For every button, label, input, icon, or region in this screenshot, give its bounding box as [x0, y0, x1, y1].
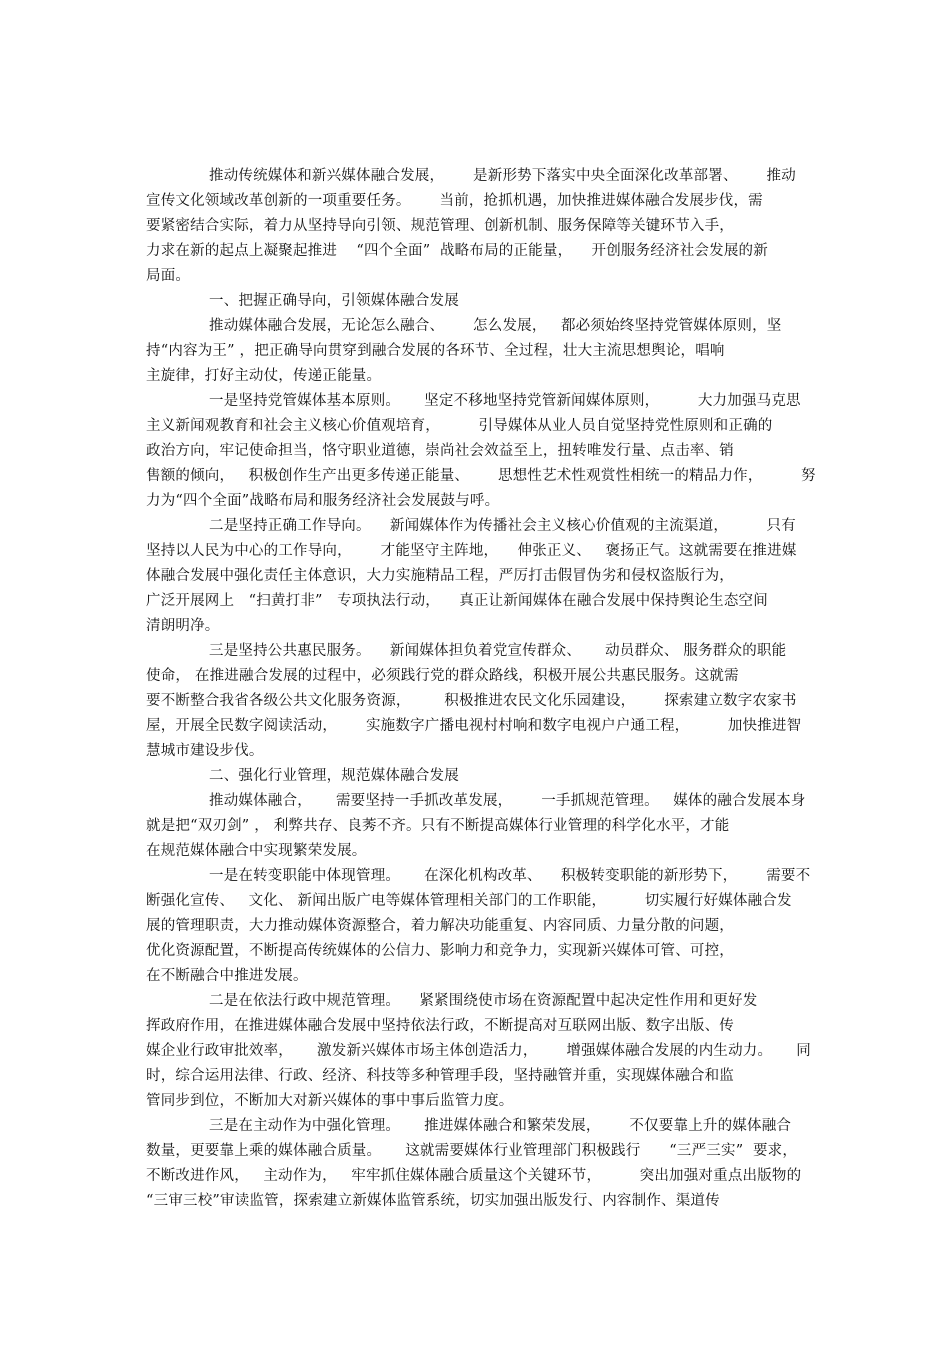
- paragraph-line: 慧城市建设步伐。: [146, 743, 264, 759]
- paragraph-line: 挥政府作用，在推进媒体融合发展中坚持依法行政，不断提高对互联网出版、数字出版、传: [146, 1018, 734, 1034]
- paragraph-line: 三是在主动作为中强化管理。 推进媒体融合和繁荣发展， 不仅要靠上升的媒体融合: [209, 1118, 792, 1134]
- paragraph-line: 数量，更要靠上乘的媒体融合质量。 这就需要媒体行业管理部门积极践行 “三严三实” 要求，: [146, 1143, 798, 1159]
- paragraph-line: 力为“四个全面”战略布局和服务经济社会发展鼓与呼。: [146, 493, 500, 509]
- paragraph-line: 主义新闻观教育和社会主义核心价值观培育， 引导媒体从业人员自觉坚持党性原则和正确的: [146, 418, 773, 434]
- paragraph-line: 要不断整合我省各级公共文化服务资源， 积极推进农民文化乐园建设， 探索建立数字农家书: [146, 693, 797, 709]
- paragraph-line: 要紧密结合实际，着力从坚持导向引领、规范管理、创新机制、服务保障等关键环节入手，: [146, 218, 734, 234]
- paragraph-line: 断强化宣传、 文化、 新闻出版广电等媒体管理相关部门的工作职能， 切实履行好媒体融合发: [146, 893, 792, 909]
- paragraph-line: 清朗明净。: [146, 618, 220, 634]
- paragraph-line: 一是坚持党管媒体基本原则。 坚定不移地坚持党管新闻媒体原则， 大力加强马克思: [209, 393, 801, 409]
- paragraph-line: 广泛开展网上 “扫黄打非” 专项执法行动， 真正让新闻媒体在融合发展中保持舆论生态空间: [146, 593, 768, 609]
- paragraph-line: “三审三校”审读监管，探索建立新媒体监管系统，切实加强出版发行、内容制作、渠道传: [146, 1193, 720, 1209]
- paragraph-line: 使命， 在推进融合发展的过程中，必须践行党的群众路线，积极开展公共惠民服务。这就需: [146, 668, 739, 684]
- section-heading: 一、把握正确导向，引领媒体融合发展: [209, 293, 459, 309]
- paragraph-line: 展的管理职责，大力推动媒体资源整合，着力解决功能重复、内容同质、力量分散的问题，: [146, 918, 734, 934]
- paragraph-line: 屋，开展全民数字阅读活动， 实施数字广播电视村村响和数字电视户户通工程， 加快推进智: [146, 718, 802, 734]
- paragraph-line: 不断改进作风， 主动作为， 牢牢抓住媒体融合质量这个关键环节， 突出加强对重点出版物的: [146, 1168, 802, 1184]
- paragraph-line: 力求在新的起点上凝聚起推进 “四个全面” 战略布局的正能量， 开创服务经济社会发展的新: [146, 243, 768, 259]
- paragraph-line: 体融合发展中强化责任主体意识，大力实施精品工程，严厉打击假冒伪劣和侵权盗版行为，: [146, 568, 734, 584]
- paragraph-line: 政治方向，牢记使命担当，恪守职业道德，崇尚社会效益至上，扭转唯发行量、点击率、销: [146, 443, 734, 459]
- paragraph-line: 时，综合运用法律、行政、经济、科技等多种管理手段，坚持融管并重，实现媒体融合和监: [146, 1068, 734, 1084]
- paragraph-line: 推动传统媒体和新兴媒体融合发展， 是新形势下落实中央全面深化改革部署、 推动: [209, 168, 796, 184]
- paragraph-line: 优化资源配置，不断提高传统媒体的公信力、影响力和竞争力，实现新兴媒体可管、可控，: [146, 943, 734, 959]
- paragraph-line: 在规范媒体融合中实现繁荣发展。: [146, 843, 367, 859]
- paragraph-line: 主旋律，打好主动仗，传递正能量。: [146, 368, 382, 384]
- paragraph-line: 媒企业行政审批效率， 激发新兴媒体市场主体创造活力， 增强媒体融合发展的内生动力。 同: [146, 1043, 811, 1059]
- paragraph-line: 推动媒体融合， 需要坚持一手抓改革发展， 一手抓规范管理。 媒体的融合发展本身: [209, 793, 806, 809]
- paragraph-line: 二是坚持正确工作导向。 新闻媒体作为传播社会主义核心价值观的主流渠道， 只有: [209, 518, 796, 534]
- paragraph-line: 宣传文化领域改革创新的一项重要任务。 当前，抢抓机遇，加快推进媒体融合发展步伐，需: [146, 193, 763, 209]
- paragraph-line: 就是把“双刃剑” ， 利弊共存、良莠不齐。只有不断提高媒体行业管理的科学化水平，才能: [146, 818, 730, 834]
- paragraph-line: 三是坚持公共惠民服务。 新闻媒体担负着党宣传群众、 动员群众、 服务群众的职能: [209, 643, 787, 659]
- paragraph-line: 管同步到位，不断加大对新兴媒体的事中事后监管力度。: [146, 1093, 514, 1109]
- paragraph-line: 售额的倾向， 积极创作生产出更多传递正能量、 思想性艺术性观赏性相统一的精品力作， 努: [146, 468, 816, 484]
- paragraph-line: 坚持以人民为中心的工作导向， 才能坚守主阵地， 伸张正义、 褒扬正气。这就需要在推进媒: [146, 543, 797, 559]
- paragraph-line: 持“内容为王” ，把正确导向贯穿到融合发展的各环节、全过程，壮大主流思想舆论，唱响: [146, 343, 725, 359]
- paragraph-line: 局面。: [146, 268, 191, 284]
- paragraph-line: 二是在依法行政中规范管理。 紧紧围绕使市场在资源配置中起决定性作用和更好发: [209, 993, 758, 1009]
- section-heading: 二、强化行业管理，规范媒体融合发展: [209, 768, 459, 784]
- paragraph-line: 推动媒体融合发展，无论怎么融合、 怎么发展， 都必须始终坚持党管媒体原则，坚: [209, 318, 782, 334]
- paragraph-line: 一是在转变职能中体现管理。 在深化机构改革、 积极转变职能的新形势下， 需要不: [209, 868, 811, 884]
- paragraph-line: 在不断融合中推进发展。: [146, 968, 308, 984]
